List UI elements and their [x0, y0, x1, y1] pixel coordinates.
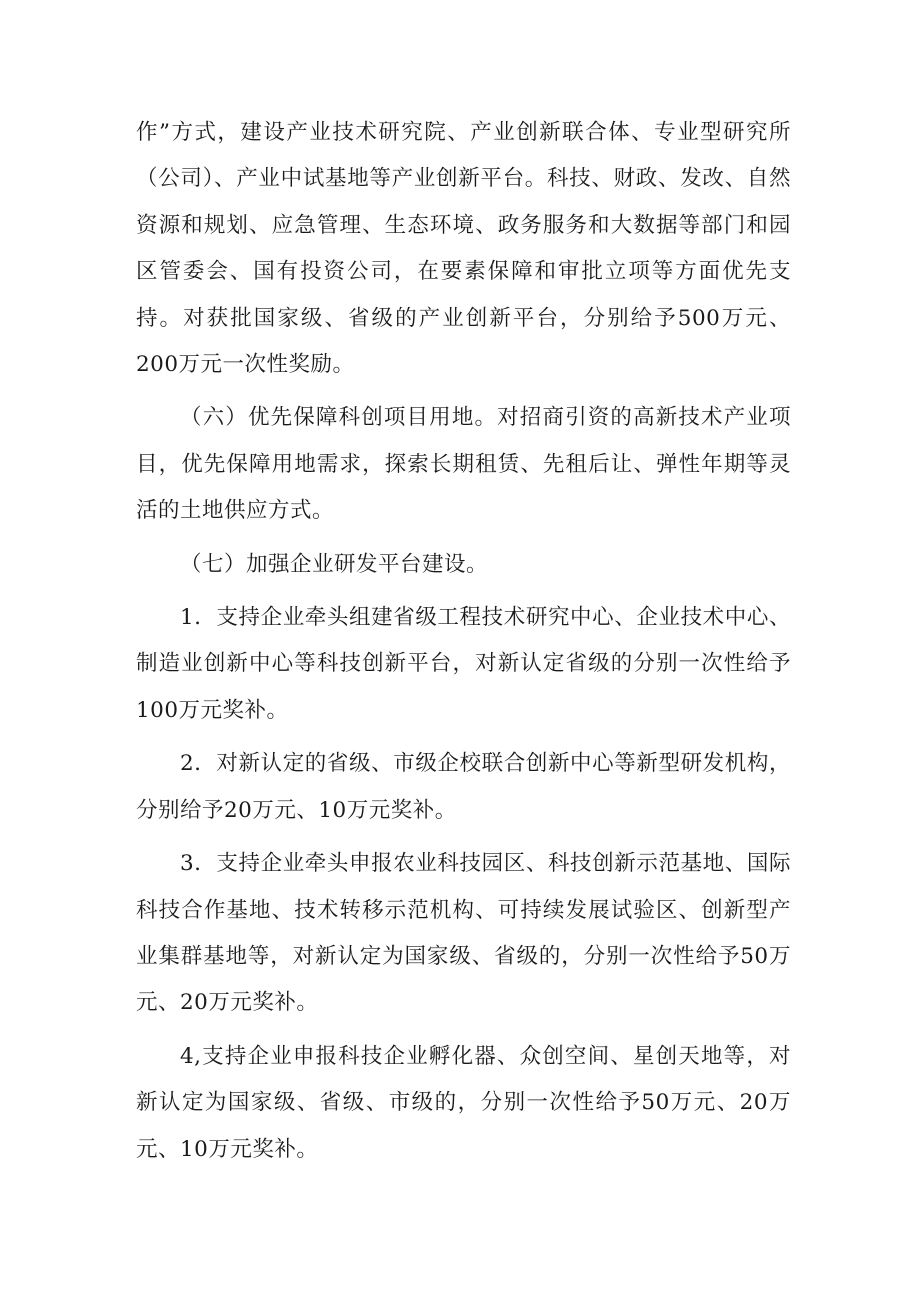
paragraph-subitem-4: 4,支持企业申报科技企业孵化器、众创空间、星创天地等，对新认定为国家级、省级、市级的，分别一次性给予50万元、20万元、10万元奖补。 — [136, 1043, 791, 1162]
paragraph-continuation: 作”方式，建设产业技术研究院、产业创新联合体、专业型研究所（公司）、产业中试基地等产业创新平台。科技、财政、发改、自然资源和规划、应急管理、生态环境、政务服务和大数据等部门和园区管委会、国有投资公司，在要素保障和审批立项等方面优先支持。对获批国家级、省级的产业创新平台，分别给予500万元、200万元一次性奖励。 — [136, 120, 791, 378]
paragraph-subitem-2: 2．对新认定的省级、市级企校联合创新中心等新型研发机构，分别给予20万元、10万元奖补。 — [136, 751, 791, 823]
paragraph-item-6: （六）优先保障科创项目用地。对招商引资的高新技术产业项目，优先保障用地需求，探索长期租赁、先租后让、弹性年期等灵活的土地供应方式。 — [136, 405, 791, 524]
paragraph-item-7-heading: （七）加强企业研发平台建设。 — [180, 551, 489, 577]
paragraph-subitem-1: 1．支持企业牵头组建省级工程技术研究中心、企业技术中心、制造业创新中心等科技创新平台，对新认定省级的分别一次性给予100万元奖补。 — [136, 605, 791, 723]
document-page — [136, 110, 791, 1173]
paragraph-subitem-3: 3．支持企业牵头申报农业科技园区、科技创新示范基地、国际科技合作基地、技术转移示范机构、可持续发展试验区、创新型产业集群基地等，对新认定为国家级、省级的，分别一次性给予50万元、20万元奖补。 — [136, 851, 791, 1016]
